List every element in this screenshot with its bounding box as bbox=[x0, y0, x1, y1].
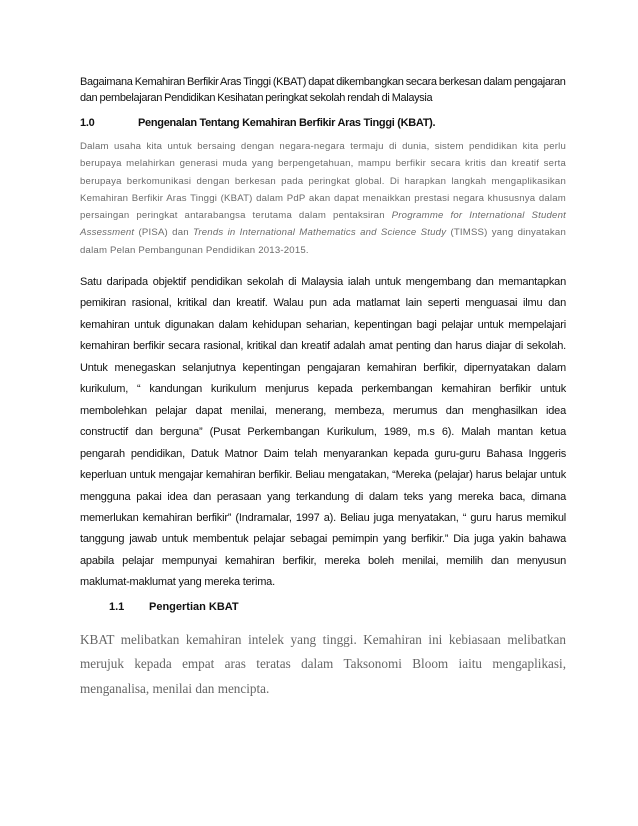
section-number: 1.0 bbox=[80, 117, 95, 129]
intro-italic-pisa: Programme for International Student Assessment bbox=[80, 210, 566, 239]
subsection-number: 1.1 bbox=[109, 601, 125, 613]
subsection-title: Pengertian KBAT bbox=[149, 601, 239, 613]
intro-text-part-3: (TIMSS) yang dinyatakan dalam Pelan Pembangunan Pendidikan 2013-2015. bbox=[80, 227, 567, 256]
intro-italic-timss: Trends in International Mathematics and Science Study bbox=[193, 227, 447, 239]
main-paragraph: Satu daripada objektif pendidikan sekolah di Malaysia ialah untuk mengembang dan memantapkan pemikiran rasional, kritikal dan kreatif. Walau pun ada matlamat lain seperti menguasai ilmu dan kemahiran untuk digunakan dalam kehidupan seharian, kepentingan bagi pelajar untuk mempelajari kemahiran berfikir secara rasional, kritikal dan kreatif adalah amat penting dan harus diajar di sekolah. Untuk menegaskan selanjutnya kepentingan pengajaran kemahiran berfikir, dipernyatakan dalam kurikulum, “ kandungan kurikulum menjurus kepada perkembangan kemahiran berfikir untuk membolehkan pelajar dapat menilai, menerang, membeza, merumus dan menghasilkan idea constructif dan berguna” (Pusat Perkembangan Kurikulum, 1989, m.s 6). Malah mantan ketua pengarah pendidikan, Datuk Matnor Daim telah menyarankan kepada guru-guru Bahasa Inggeris keperluan untuk mengajar kemahiran berfikir. Beliau mengatakan, “Mereka (pelajar) harus belajar untuk mengguna pakai idea dan perasaan yang terkandung di dalam teks yang mereka baca, dimana memerlukan kemahiran berfikir” (Indramalar, 1997 a). Beliau juga menyatakan, “ guru harus memikul tanggung jawab untuk membentuk pelajar sebagai pemimpin yang berfikir.” Dia juga yakin bahawa apabila pelajar mempunyai kemahiran berfikir, mereka boleh menilai, memilih dan menyusun maklumat-maklumat yang mereka terima. bbox=[80, 276, 566, 589]
intro-text-part-1: Dalam usaha kita untuk bersaing dengan negara-negara termaju di dunia, sistem pendidikan kita perlu berupaya melahirkan generasi muda yang berpengetahuan, mampu berfikir secara kritis dan kreatif serta berupaya berkomunikasi dengan berkesan pada peringkat global. Di harapkan langkah mengaplikasikan Kemahiran Berfikir Aras Tinggi (KBAT) dalam PdP akan dapat menaikkan prestasi negara khususnya dalam persaingan peringkat antarabangsa terutama dalam pentaksiran bbox=[80, 141, 566, 222]
section-heading-1-1 bbox=[109, 599, 509, 615]
intro-paragraph bbox=[80, 138, 566, 259]
section-title: Pengenalan Tentang Kemahiran Berfikir Aras Tinggi (KBAT). bbox=[138, 117, 436, 129]
section-heading-1-0 bbox=[80, 115, 570, 131]
kbat-definition-paragraph: KBAT melibatkan kemahiran intelek yang tinggi. Kemahiran ini kebiasaan melibatkan merujuk kepada empat aras teratas dalam Taksonomi Bloom iaitu mengaplikasi, menganalisa, menilai dan mencipta. bbox=[80, 632, 566, 696]
document-title: Bagaimana Kemahiran Berfikir Aras Tinggi (KBAT) dapat dikembangkan secara berkesan dalam pengajaran dan pembelajaran Pendidikan Kesihatan peringkat sekolah rendah di Malaysia bbox=[80, 76, 566, 104]
intro-text-part-2: (PISA) dan bbox=[134, 227, 193, 239]
